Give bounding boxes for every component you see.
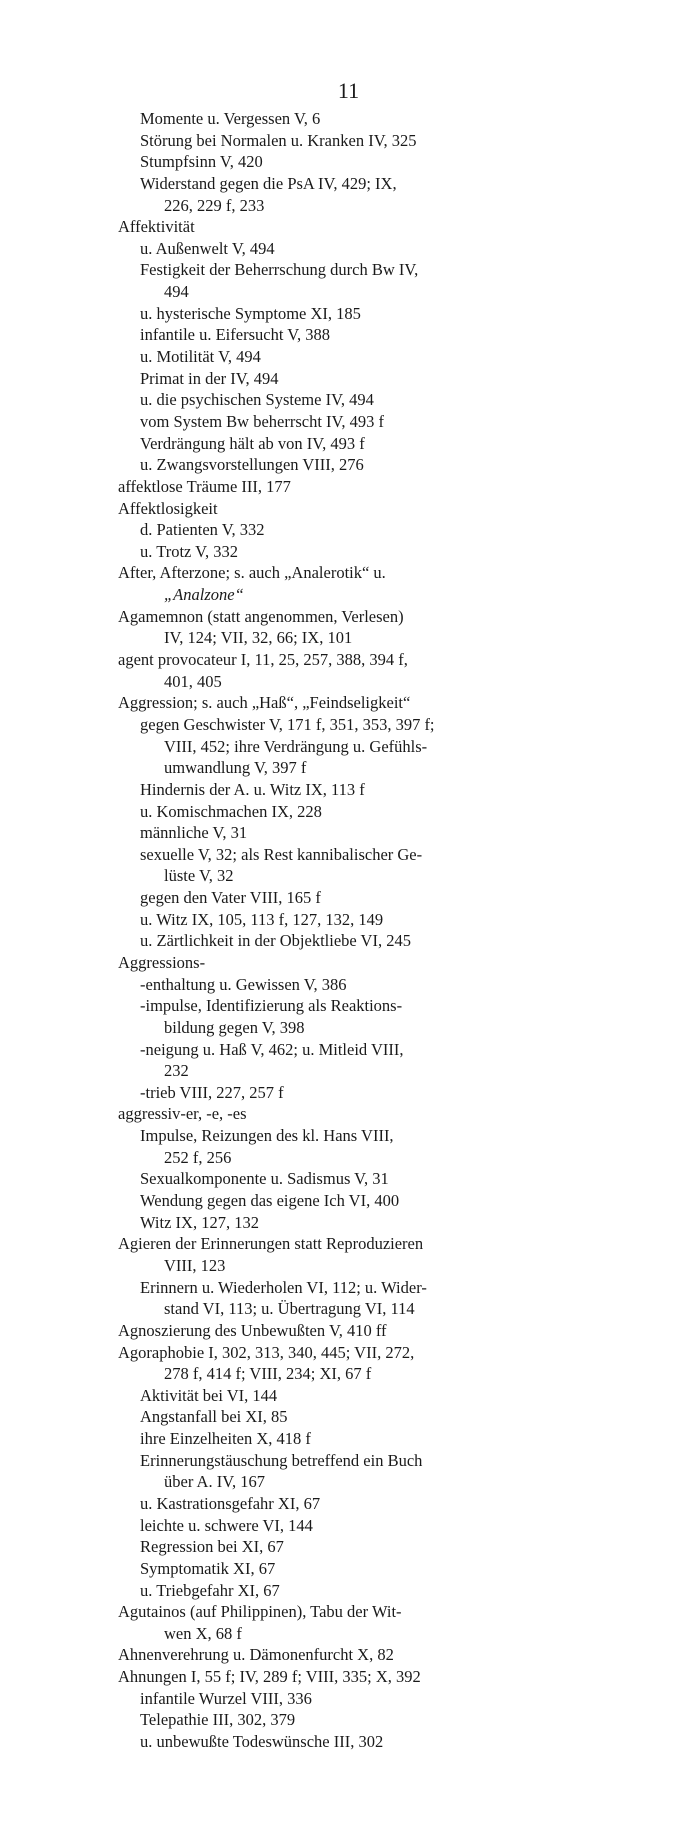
index-subentry-line: Impulse, Reizungen des kl. Hans VIII, [140, 1126, 394, 1146]
index-subentry-line: u. unbewußte Todeswünsche III, 302 [140, 1732, 384, 1752]
index-headword-line: Aggressions- [118, 952, 206, 972]
index-subentry-line: 226, 229 f, 233 [164, 195, 265, 215]
index-subentry-line: -neigung u. Haß V, 462; u. Mitleid VIII, [140, 1039, 404, 1059]
index-subentry-line: u. die psychischen Systeme IV, 494 [140, 390, 374, 410]
index-subentry-line: u. hysterische Symptome XI, 185 [140, 303, 361, 323]
index-subentry-line: u. Motilität V, 494 [140, 347, 261, 367]
index-subentry-line: u. Triebgefahr XI, 67 [140, 1580, 280, 1600]
index-subentry-line: Stumpfsinn V, 420 [140, 152, 263, 172]
index-entries [0, 108, 697, 1753]
index-subentry-line: Widerstand gegen die PsA IV, 429; IX, [140, 173, 397, 193]
index-subentry-line: u. Trotz V, 332 [140, 541, 238, 561]
index-headword-line: Aggression; s. auch „Haß“, „Feindseligkeit“ [118, 693, 411, 713]
index-subentry-line: u. Kastrationsgefahr XI, 67 [140, 1494, 321, 1513]
index-subentry-line: VIII, 123 [164, 1255, 226, 1275]
index-subentry-line: „Analzone“ [164, 585, 244, 605]
index-subentry-line: Symptomatik XI, 67 [140, 1558, 276, 1578]
index-subentry-line: Regression bei XI, 67 [140, 1537, 284, 1557]
page-number: 11 [337, 78, 360, 103]
index-subentry-line: 252 f, 256 [164, 1147, 232, 1167]
index-headword-line: Agutainos (auf Philippinen), Tabu der Wit- [118, 1602, 402, 1622]
index-subentry-line: u. Zwangsvorstellungen VIII, 276 [140, 455, 364, 475]
index-headword-line: affektlose Träume III, 177 [118, 476, 291, 496]
index-subentry-line: Hindernis der A. u. Witz IX, 113 f [140, 779, 365, 799]
index-subentry-line: wen X, 68 f [164, 1623, 242, 1643]
index-headword-line: Ahnenverehrung u. Dämonenfurcht X, 82 [118, 1645, 394, 1665]
index-subentry-line: Witz IX, 127, 132 [140, 1212, 259, 1232]
index-subentry-line: 494 [164, 282, 189, 302]
index-subentry-line: Störung bei Normalen u. Kranken IV, 325 [140, 130, 417, 150]
index-headword-line: Agnoszierung des Unbewußten V, 410 ff [118, 1320, 387, 1340]
index-subentry-line: Wendung gegen das eigene Ich VI, 400 [140, 1191, 400, 1211]
index-subentry-line: umwandlung V, 397 f [164, 758, 307, 778]
index-headword-line: agent provocateur I, 11, 25, 257, 388, 394 f, [118, 650, 408, 670]
index-subentry-line: männliche V, 31 [140, 823, 248, 843]
index-subentry-line: infantile Wurzel VIII, 336 [140, 1688, 312, 1708]
index-subentry-line: u. Außenwelt V, 494 [140, 238, 275, 258]
index-headword-line: Agoraphobie I, 302, 313, 340, 445; VII, 272, [118, 1342, 415, 1362]
index-subentry-line: sexuelle V, 32; als Rest kannibalischer Ge- [140, 844, 423, 864]
index-subentry-line: Momente u. Vergessen V, 6 [140, 109, 321, 128]
index-subentry-line: d. Patienten V, 332 [140, 520, 265, 540]
index-subentry-line: ihre Einzelheiten X, 418 f [140, 1429, 311, 1449]
index-headword-line: Agamemnon (statt angenommen, Verlesen) [118, 606, 404, 626]
index-subentry-line: -enthaltung u. Gewissen V, 386 [140, 974, 347, 994]
index-subentry-line: leichte u. schwere VI, 144 [140, 1515, 313, 1535]
index-subentry-line: infantile u. Eifersucht V, 388 [140, 325, 331, 345]
index-subentry-line: 232 [164, 1061, 189, 1081]
index-subentry-line: u. Witz IX, 105, 113 f, 127, 132, 149 [140, 909, 384, 929]
index-subentry-line: über A. IV, 167 [164, 1472, 265, 1492]
index-subentry-line: gegen den Vater VIII, 165 f [140, 888, 321, 908]
index-subentry-line: vom System Bw beherrscht IV, 493 f [140, 411, 384, 431]
index-subentry-line: Erinnerungstäuschung betreffend ein Buch [140, 1450, 423, 1470]
index-headword-line: Ahnungen I, 55 f; IV, 289 f; VIII, 335; X, 392 [118, 1667, 421, 1687]
index-headword-line: Affektlosigkeit [118, 498, 218, 518]
index-headword-line: aggressiv-er, -e, -es [118, 1104, 247, 1124]
index-headword-line: Agieren der Erinnerungen statt Reproduzieren [118, 1234, 424, 1254]
index-subentry-line: Festigkeit der Beherrschung durch Bw IV, [140, 260, 419, 280]
index-subentry-line: VIII, 452; ihre Verdrängung u. Gefühls- [164, 736, 428, 756]
index-subentry-line: Aktivität bei VI, 144 [140, 1385, 278, 1405]
index-subentry-line: 401, 405 [164, 671, 222, 691]
index-subentry-line: gegen Geschwister V, 171 f, 351, 353, 397 f; [140, 714, 435, 734]
index-subentry-line: Verdrängung hält ab von IV, 493 f [140, 433, 365, 453]
index-subentry-line: -impulse, Identifizierung als Reaktions- [140, 996, 403, 1016]
index-subentry-line: stand VI, 113; u. Übertragung VI, 114 [164, 1299, 415, 1319]
index-subentry-line: Telepathie III, 302, 379 [140, 1710, 296, 1730]
index-subentry-line: IV, 124; VII, 32, 66; IX, 101 [164, 628, 353, 648]
index-subentry-line: Angstanfall bei XI, 85 [140, 1407, 288, 1427]
index-subentry-line: Erinnern u. Wiederholen VI, 112; u. Wider- [140, 1277, 427, 1297]
index-headword-line: Affektivität [118, 217, 195, 237]
index-subentry-line: u. Zärtlichkeit in der Objektliebe VI, 245 [140, 931, 411, 951]
index-subentry-line: Sexualkomponente u. Sadismus V, 31 [140, 1169, 389, 1189]
index-subentry-line: 278 f, 414 f; VIII, 234; XI, 67 f [164, 1364, 372, 1384]
index-subentry-line: -trieb VIII, 227, 257 f [140, 1082, 284, 1102]
index-subentry-line: Primat in der IV, 494 [140, 368, 279, 388]
index-subentry-line: lüste V, 32 [164, 866, 234, 886]
index-headword-line: After, Afterzone; s. auch „Analerotik“ u. [118, 563, 386, 583]
index-subentry-line: u. Komischmachen IX, 228 [140, 801, 322, 821]
index-subentry-line: bildung gegen V, 398 [164, 1017, 305, 1037]
